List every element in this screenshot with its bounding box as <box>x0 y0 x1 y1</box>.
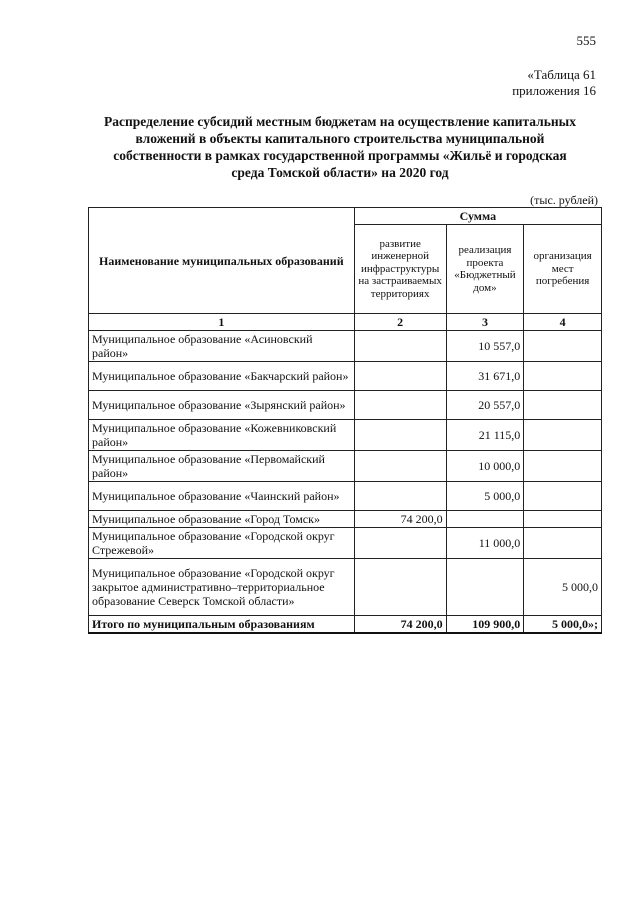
document-title <box>80 113 600 181</box>
municipality-name: Муниципальное образование «Первомайский район» <box>89 451 355 482</box>
value-col-2: 74 200,0 <box>354 511 446 528</box>
total-col-4: 5 000,0»; <box>524 616 602 634</box>
title-line: собственности в рамках государственной программы «Жильё и городская <box>113 148 567 163</box>
index-cell: 4 <box>524 314 602 331</box>
table-row <box>89 511 602 528</box>
value-col-3: 21 115,0 <box>446 420 524 451</box>
title-line: вложений в объекты капитального строительства муниципальной <box>135 131 545 146</box>
value-col-4 <box>524 391 602 420</box>
table-row <box>89 482 602 511</box>
header-row <box>89 208 602 225</box>
value-col-2 <box>354 559 446 616</box>
value-col-3 <box>446 559 524 616</box>
header-col-3: реализация проекта «Бюджетный дом» <box>446 225 524 314</box>
value-col-2 <box>354 362 446 391</box>
value-col-4 <box>524 331 602 362</box>
total-col-3: 109 900,0 <box>446 616 524 634</box>
table-row <box>89 391 602 420</box>
value-col-3: 11 000,0 <box>446 528 524 559</box>
header-col-4: организация мест погребения <box>524 225 602 314</box>
table-row <box>89 528 602 559</box>
title-line: Распределение субсидий местным бюджетам на осуществление капитальных <box>104 114 576 129</box>
municipality-name: Муниципальное образование «Кожевниковский район» <box>89 420 355 451</box>
municipality-name: Муниципальное образование «Городской округ Стрежевой» <box>89 528 355 559</box>
value-col-2 <box>354 482 446 511</box>
table-row <box>89 362 602 391</box>
index-cell: 1 <box>89 314 355 331</box>
municipality-name: Муниципальное образование «Чаинский район» <box>89 482 355 511</box>
value-col-4 <box>524 528 602 559</box>
page-number: 555 <box>576 33 596 48</box>
title-line: среда Томской области» на 2020 год <box>231 165 449 180</box>
value-col-2 <box>354 391 446 420</box>
municipality-name: Муниципальное образование «Городской округ закрытое административно–территориальное образование Северск Томской области» <box>89 559 355 616</box>
table-row <box>89 331 602 362</box>
value-col-2 <box>354 451 446 482</box>
value-col-2 <box>354 420 446 451</box>
value-col-4: 5 000,0 <box>524 559 602 616</box>
total-col-2: 74 200,0 <box>354 616 446 634</box>
value-col-4 <box>524 451 602 482</box>
value-col-2 <box>354 528 446 559</box>
table-reference <box>512 67 596 99</box>
value-col-2 <box>354 331 446 362</box>
total-row <box>89 616 602 634</box>
value-col-4 <box>524 482 602 511</box>
subsidy-table <box>88 207 602 634</box>
header-col-2: развитие инженерной инфраструктуры на застраиваемых территориях <box>354 225 446 314</box>
value-col-3: 10 000,0 <box>446 451 524 482</box>
value-col-3 <box>446 511 524 528</box>
value-col-3: 5 000,0 <box>446 482 524 511</box>
value-col-3: 10 557,0 <box>446 331 524 362</box>
table-reference-line-2: приложения 16 <box>512 83 596 98</box>
table-row <box>89 559 602 616</box>
total-label: Итого по муниципальным образованиям <box>89 616 355 634</box>
table-row <box>89 420 602 451</box>
value-col-4 <box>524 420 602 451</box>
index-cell: 2 <box>354 314 446 331</box>
municipality-name: Муниципальное образование «Асиновский район» <box>89 331 355 362</box>
index-cell: 3 <box>446 314 524 331</box>
value-col-3: 20 557,0 <box>446 391 524 420</box>
index-row <box>89 314 602 331</box>
value-col-4 <box>524 511 602 528</box>
value-col-3: 31 671,0 <box>446 362 524 391</box>
municipality-name: Муниципальное образование «Бакчарский район» <box>89 362 355 391</box>
municipality-name: Муниципальное образование «Город Томск» <box>89 511 355 528</box>
table-reference-line-1: «Таблица 61 <box>527 67 596 82</box>
value-col-4 <box>524 362 602 391</box>
header-sum: Сумма <box>354 208 601 225</box>
units-label: (тыс. рублей) <box>530 193 598 207</box>
table-row <box>89 451 602 482</box>
municipality-name: Муниципальное образование «Зырянский район» <box>89 391 355 420</box>
header-name: Наименование муниципальных образований <box>89 208 355 314</box>
